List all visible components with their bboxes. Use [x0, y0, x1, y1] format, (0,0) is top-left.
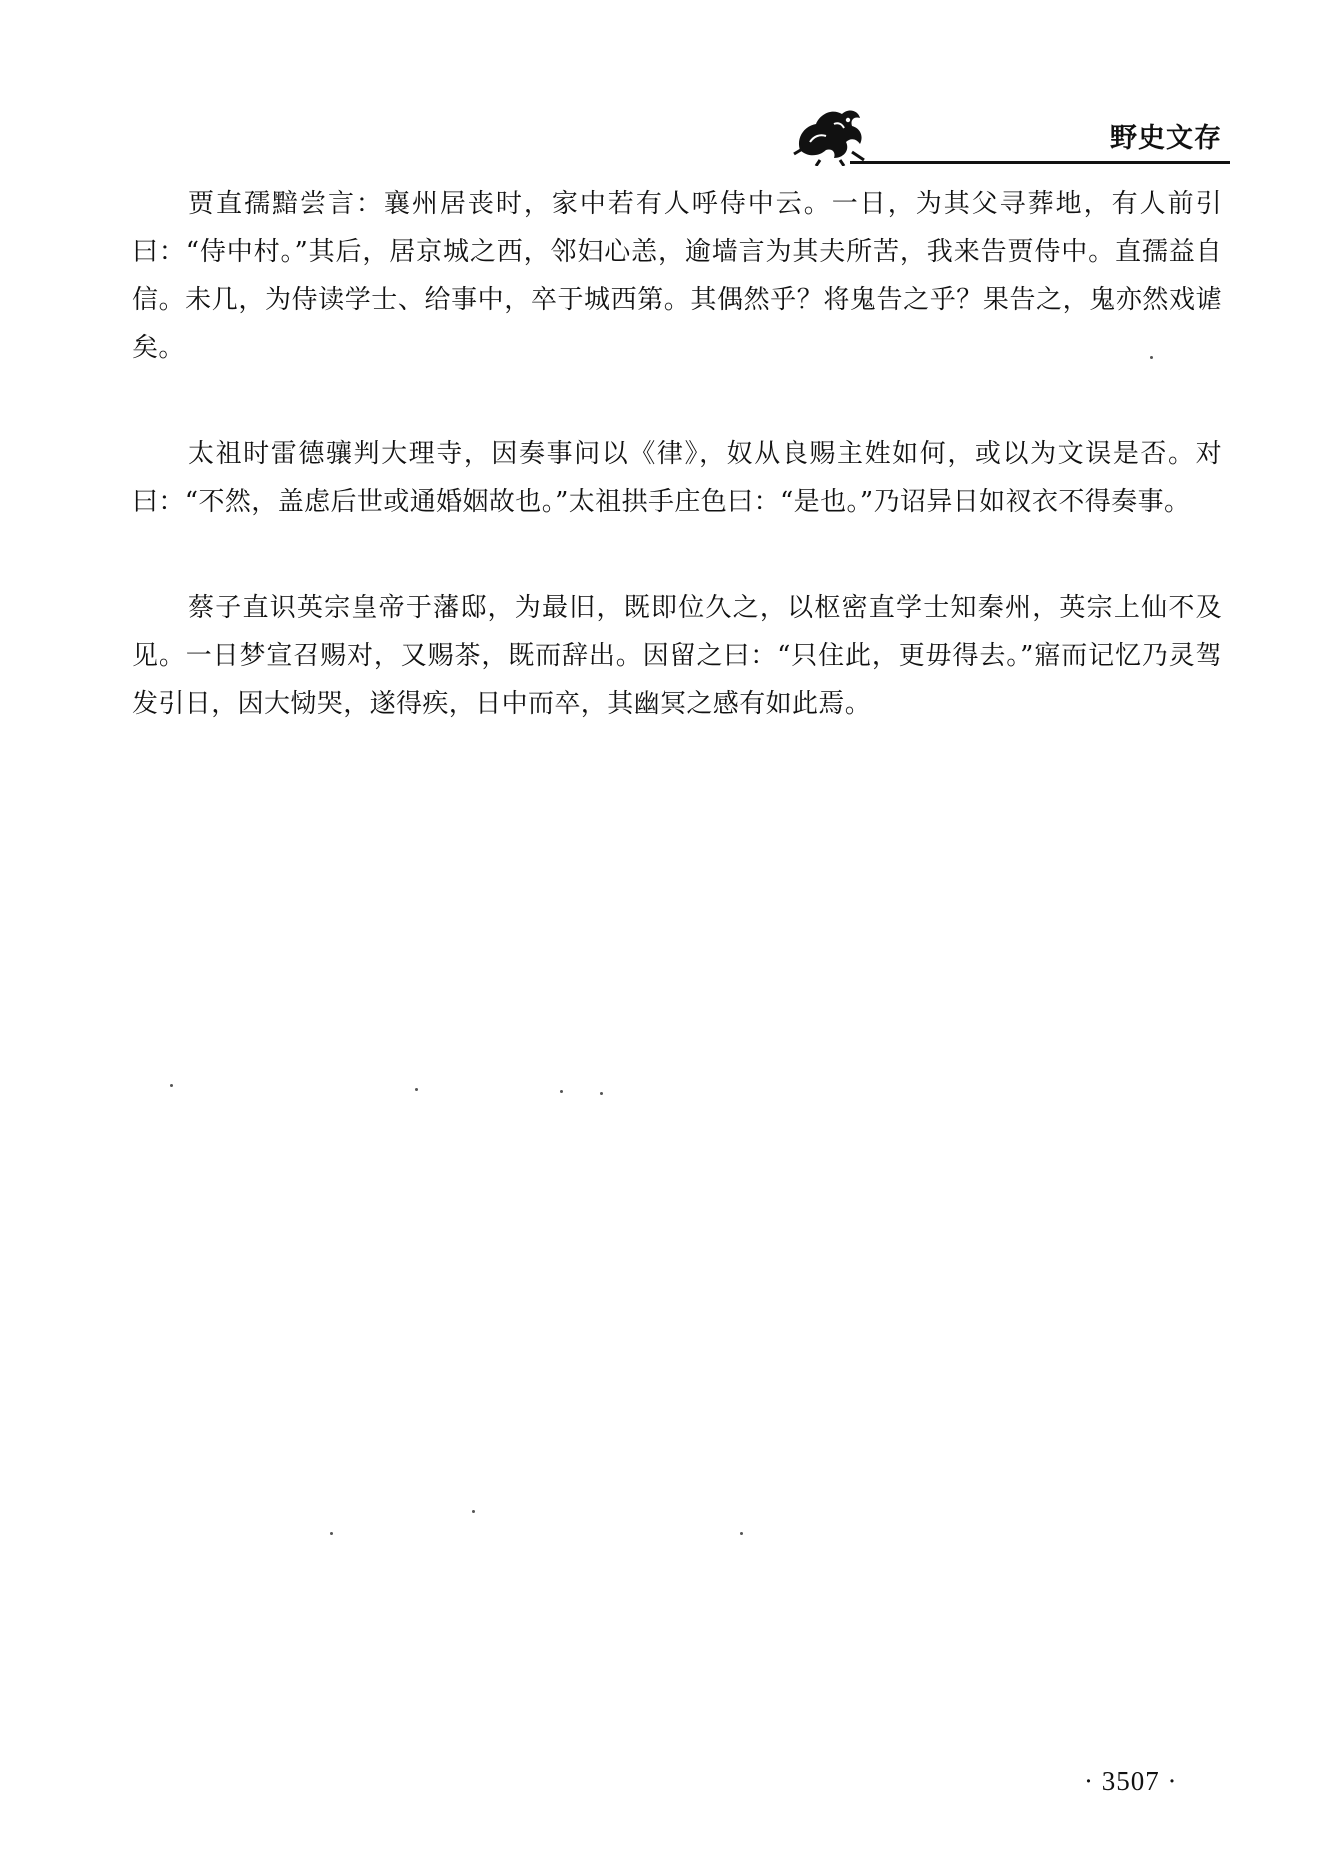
book-title: 野史文存 [1110, 123, 1222, 154]
main-text [132, 180, 1222, 786]
dragon-icon [790, 102, 868, 166]
paragraph-3: 蔡子直识英宗皇帝于藩邸，为最旧，既即位久之，以枢密直学士知秦州，英宗上仙不及见。一日梦宣召赐对，又赐茶，既而辞出。因留之曰：“只住此，更毋得去。”寤而记忆乃灵驾发引日，因大恸哭，遂得疾，日中而卒，其幽冥之感有如此焉。 [132, 593, 1222, 719]
header-rule [850, 161, 1230, 164]
page-number: · 3507 · [1084, 1766, 1178, 1796]
paragraph-1: 贾直孺黯尝言：襄州居丧时，家中若有人呼侍中云。一日，为其父寻葬地，有人前引曰：“侍中村。”其后，居京城之西，邻妇心恙，逾墙言为其夫所苦，我来告贾侍中。直孺益自信。未几，为侍读学士、给事中，卒于城西第。其偶然乎？将鬼告之乎？果告之，鬼亦然戏谑矣。 [132, 189, 1222, 363]
paragraph-2: 太祖时雷德骧判大理寺，因奏事问以《律》，奴从良赐主姓如何，或以为文误是否。对曰：“不然，盖虑后世或通婚姻故也。”太祖拱手庄色曰：“是也。”乃诏异日如衩衣不得奏事。 [132, 439, 1222, 517]
running-header [790, 102, 1230, 172]
